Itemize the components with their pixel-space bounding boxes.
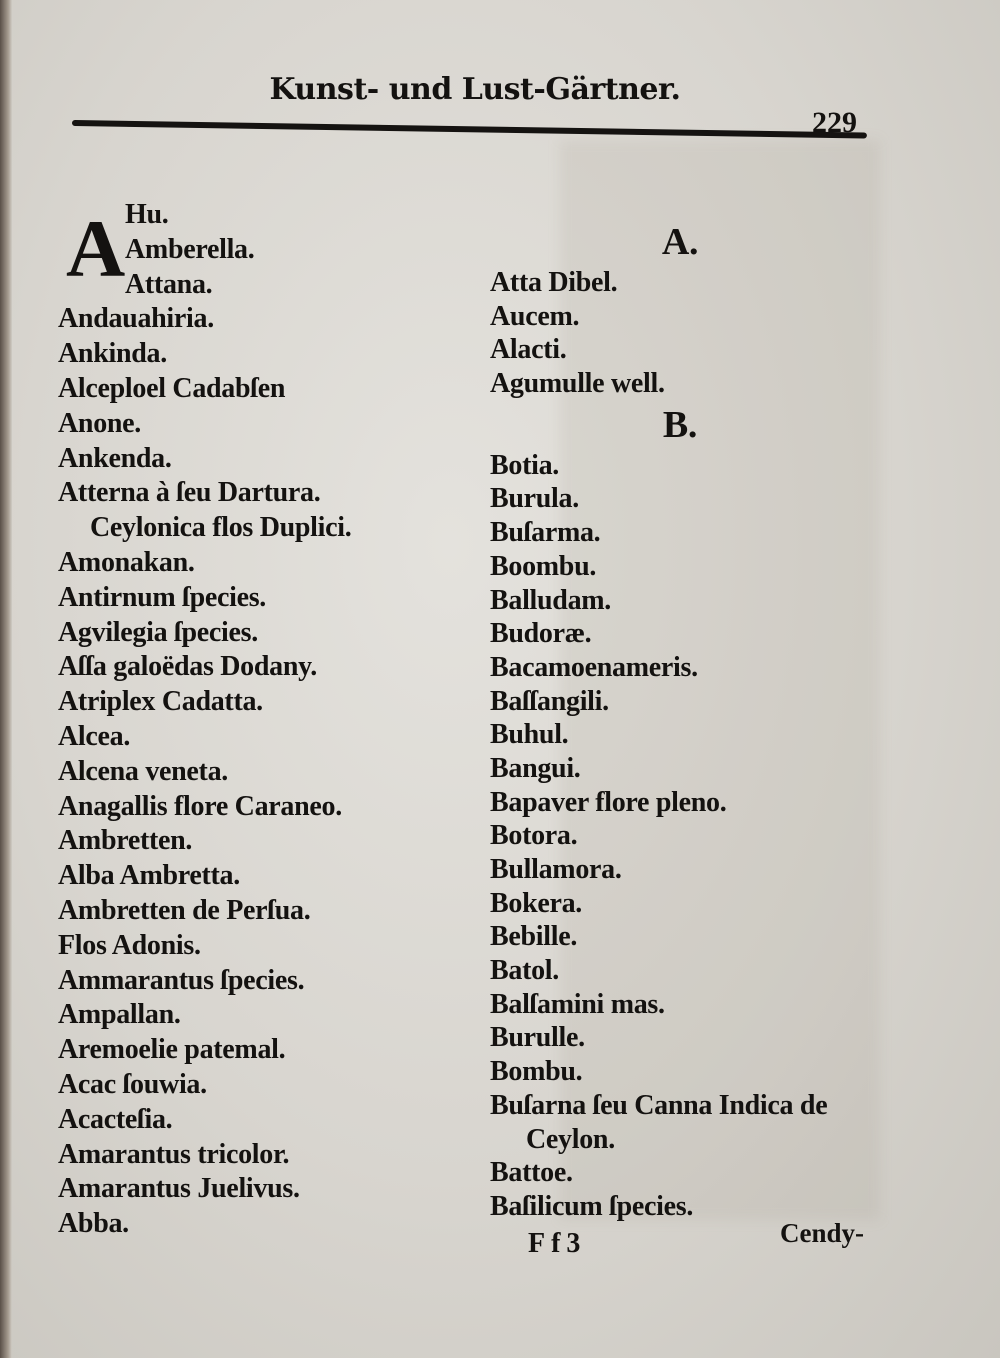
list-entry: Alcena veneta. (58, 755, 228, 787)
list-entry: Bokera. (490, 887, 583, 919)
list-entry: Amarantus tricolor. (58, 1138, 290, 1170)
list-entry: Alcea. (58, 720, 131, 752)
list-entry: Budoræ. (490, 618, 592, 650)
list-entry: Alba Ambretta. (58, 860, 240, 892)
list-entry: Ankenda. (58, 442, 172, 474)
list-entry: Anagallis flore Caraneo. (58, 790, 342, 822)
drop-cap: A (66, 203, 126, 294)
list-entry: Ampallan. (58, 999, 181, 1031)
list-entry: Andauahiria. (58, 303, 214, 335)
list-entry: Ankinda. (58, 338, 167, 370)
list-entry: Attana. (125, 268, 213, 300)
list-entry: Burula. (490, 483, 579, 515)
page-title: Kunst- und Lust-Gärtner. (269, 72, 681, 107)
list-entry: Bacamoenameris. (490, 651, 698, 683)
list-entry: Hu. (125, 199, 169, 230)
list-entry: Buſarna ſeu Canna Indica de (490, 1089, 828, 1121)
signature-mark: Ff3 (528, 1228, 587, 1259)
page-edge (0, 0, 12, 1358)
list-entry: Amonakan. (58, 546, 195, 578)
list-entry: Botora. (490, 820, 578, 852)
list-entry: Batol. (490, 955, 559, 987)
list-entry: Ammarantus ſpecies. (58, 964, 305, 996)
catchword: Cendy- (780, 1218, 865, 1248)
list-entry: Agumulle well. (490, 368, 665, 400)
list-entry: Acac ſouwia. (58, 1068, 207, 1100)
list-entry: Atriplex Cadatta. (58, 686, 263, 718)
list-entry: Boombu. (490, 550, 597, 582)
list-entry: Baſilicum ſpecies. (490, 1190, 694, 1222)
list-entry: Aremoelie patemal. (58, 1034, 286, 1066)
list-entry: Ceylonica flos Duplici. (90, 512, 352, 544)
list-entry: Battoe. (490, 1157, 573, 1189)
list-entry: Burulle. (490, 1022, 585, 1054)
list-entry: Alceploel Cadabſen (58, 372, 286, 404)
list-entry: Acacteſia. (58, 1103, 173, 1135)
list-entry: Amberella. (125, 233, 255, 265)
list-entry: Aucem. (490, 300, 580, 332)
section-letter: B. (662, 403, 698, 446)
list-entry: Abba. (58, 1208, 129, 1240)
right-column (490, 218, 870, 1224)
list-entry: Anone. (58, 407, 141, 439)
list-entry: Antirnum ſpecies. (58, 581, 267, 613)
list-entry: Baſſangili. (490, 685, 609, 717)
list-entry: Balludam. (490, 584, 612, 616)
list-entry: Flos Adonis. (58, 929, 201, 961)
list-entry: Botia. (490, 449, 559, 481)
list-entry: Bebille. (490, 921, 578, 953)
list-entry: Buſarma. (490, 517, 601, 549)
list-entry: Balſamini mas. (490, 988, 665, 1020)
list-entry: Ceylon. (526, 1123, 615, 1155)
list-entry: Amarantus Juelivus. (58, 1173, 300, 1205)
list-entry: Agvilegia ſpecies. (58, 616, 258, 648)
left-column (58, 198, 351, 1242)
list-entry: Bangui. (490, 752, 581, 784)
list-entry: Bombu. (490, 1056, 583, 1088)
list-entry: Atta Dibel. (490, 267, 618, 298)
running-header (0, 72, 950, 107)
list-entry: Alacti. (490, 334, 567, 366)
page-number: 229 (812, 106, 857, 139)
list-entry: Ambretten de Perſua. (58, 894, 311, 926)
list-entry: Ambretten. (58, 825, 193, 857)
list-entry: Bullamora. (490, 854, 622, 885)
list-entry: Buhul. (490, 719, 569, 751)
list-entry: Aſſa galoëdas Dodany. (58, 651, 317, 683)
section-letter: A. (661, 221, 699, 263)
list-entry: Bapaver flore pleno. (490, 786, 727, 818)
list-entry: Atterna à ſeu Dartura. (58, 477, 321, 509)
